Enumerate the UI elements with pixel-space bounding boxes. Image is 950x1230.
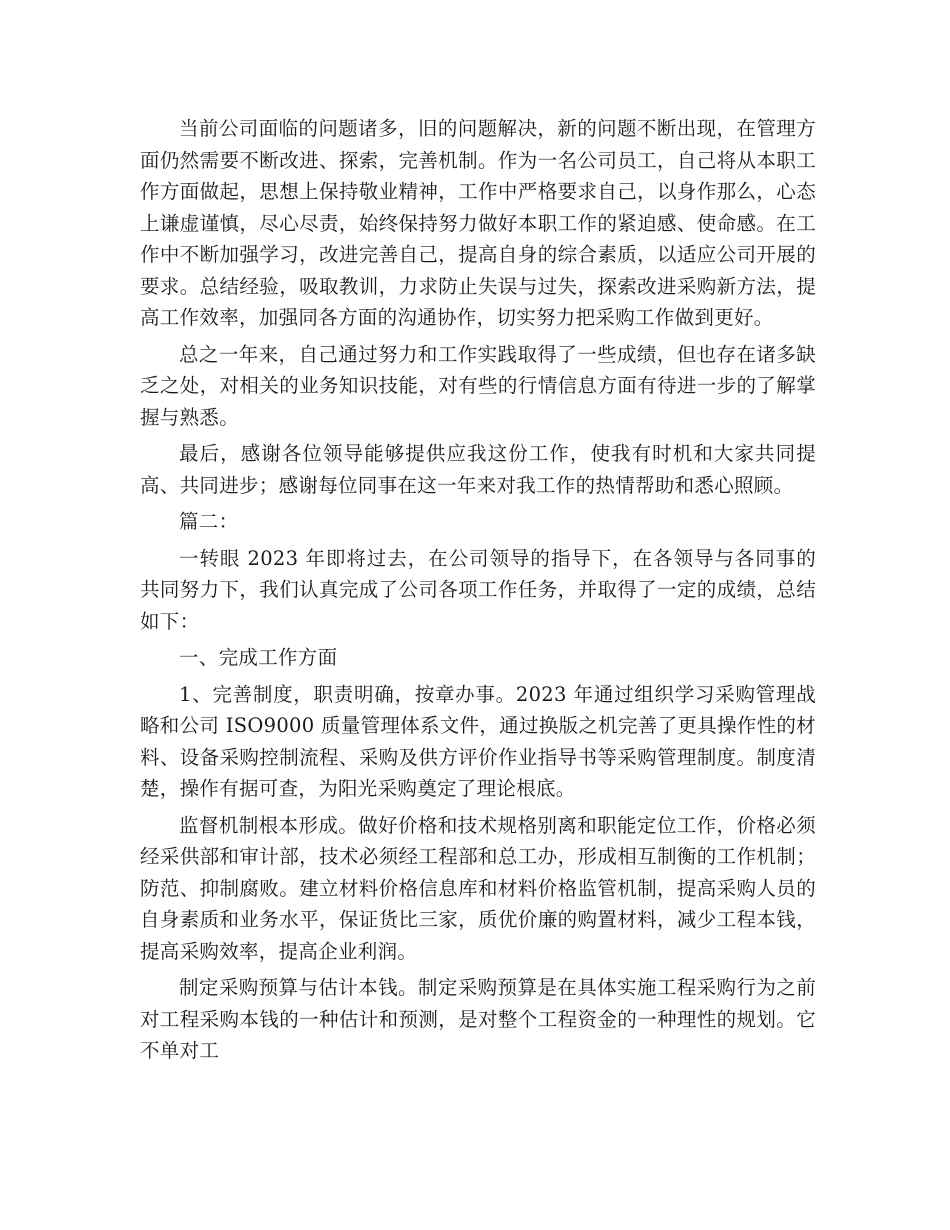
paragraph-2: 总之一年来，自己通过努力和工作实践取得了一些成绩，但也存在诸多缺乏之处，对相关的业务知识技能，对有些的行情信息方面有待进一步的了解掌握与熟悉。 xyxy=(140,342,816,429)
paragraph-4: 一转眼 2023 年即将过去，在公司领导的指导下，在各领导与各同事的共同努力下，我们认真完成了公司各项工作任务，并取得了一定的成绩，总结如下： xyxy=(140,546,816,633)
paragraph-3: 最后，感谢各位领导能够提供应我这份工作，使我有时机和大家共同提高、共同进步；感谢每位同事在这一年来对我工作的热情帮助和悉心照顾。 xyxy=(140,442,816,497)
section-heading-part-two: 篇二： xyxy=(179,510,239,533)
paragraph-5: 1、完善制度，职责明确，按章办事。2023 年通过组织学习采购管理战略和公司 ISO9000 质量管理体系文件，通过换版之机完善了更具操作性的材料、设备采购控制流程、采购及供方评价作业指导书等采购管理制度。制度清楚，操作有据可查，为阳光采购奠定了理论根底。 xyxy=(140,682,816,800)
paragraph-1: 当前公司面临的问题诸多，旧的问题解决，新的问题不断出现，在管理方面仍然需要不断改进、探索，完善机制。作为一名公司员工，自己将从本职工作方面做起，思想上保持敬业精神，工作中严格要求自己，以身作那么，心态上谦虚谨慎，尽心尽责，始终保持努力做好本职工作的紧迫感、使命感。在工作中不断加强学习，改进完善自己，提高自身的综合素质，以适应公司开展的要求。总结经验，吸取教训，力求防止失误与过失，探索改进采购新方法，提高工作效率，加强同各方面的沟通协作，切实努力把采购工作做到更好。 xyxy=(140,117,816,329)
section-heading-work-completed: 一、完成工作方面 xyxy=(179,646,338,669)
paragraph-7: 制定采购预算与估计本钱。制定采购预算是在具体实施工程采购行为之前对工程采购本钱的一种估计和预测，是对整个工程资金的一种理性的规划。它不单对工 xyxy=(140,976,816,1062)
paragraph-6: 监督机制根本形成。做好价格和技术规格别离和职能定位工作，价格必须经采供部和审计部，技术必须经工程部和总工办，形成相互制衡的工作机制；防范、抑制腐败。建立材料价格信息库和材料价格监管机制，提高采购人员的自身素质和业务水平，保证货比三家，质优价廉的购置材料，减少工程本钱，提高采购效率，提高企业利润。 xyxy=(140,813,816,963)
document-body xyxy=(140,113,816,1072)
